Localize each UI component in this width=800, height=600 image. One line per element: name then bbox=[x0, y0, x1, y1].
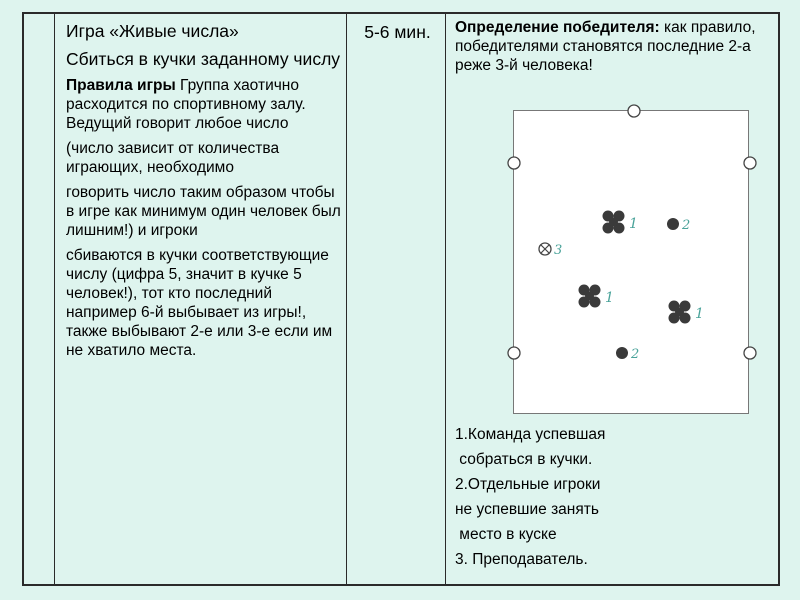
single-bottom-mark: 2 bbox=[631, 347, 640, 362]
winner-list-item: собраться в кучки. bbox=[455, 451, 593, 468]
rules-paragraph-1: Правила игры Группа хаотично расходится по спортивному залу. Ведущий говорит любое число bbox=[66, 77, 306, 132]
gym-diagram bbox=[513, 110, 749, 414]
player-group-left bbox=[579, 285, 601, 308]
winner-list bbox=[455, 422, 605, 572]
winner-cell bbox=[447, 14, 780, 584]
winner-description: Определение победителя: как правило, победителями становятся последние 2-а реже 3-й человека! bbox=[455, 19, 756, 74]
rules-label: Правила игры bbox=[66, 77, 176, 94]
single-player-bottom bbox=[616, 347, 628, 359]
duration-cell bbox=[348, 14, 447, 584]
single-top-mark: 2 bbox=[682, 218, 691, 233]
single-player-top bbox=[667, 218, 679, 230]
marker-circle bbox=[508, 347, 520, 359]
winner-list-item: 2.Отдельные игроки bbox=[455, 476, 601, 493]
crossed-mark: 3 bbox=[554, 243, 563, 258]
group-top-mark: 1 bbox=[629, 216, 638, 232]
game-description-cell bbox=[56, 14, 348, 584]
gym-diagram-svg bbox=[500, 97, 764, 429]
marker-circle bbox=[744, 157, 756, 169]
winner-label: Определение победителя: bbox=[455, 19, 660, 36]
game-subtitle: Сбиться в кучки заданному числу bbox=[66, 49, 341, 69]
lesson-table bbox=[22, 12, 780, 586]
player-group-top bbox=[603, 211, 625, 234]
rules-paragraph-3: говорить число таким образом чтобы в игре как минимум один человек был лишним!) и игроки bbox=[66, 184, 341, 239]
duration-text: 5-6 мин. bbox=[364, 22, 431, 42]
column-divider bbox=[54, 14, 55, 584]
winner-list-item: не успевшие занять bbox=[455, 501, 599, 518]
marker-circle bbox=[628, 105, 640, 117]
winner-list-item: 3. Преподаватель. bbox=[455, 551, 588, 568]
rules-paragraph-2: (число зависит от количества играющих, необходимо bbox=[66, 140, 280, 176]
winner-list-item: 1.Команда успевшая bbox=[455, 426, 606, 443]
player-group-right bbox=[669, 301, 691, 324]
marker-circle bbox=[508, 157, 520, 169]
marker-circle bbox=[744, 347, 756, 359]
winner-list-item: место в куске bbox=[455, 526, 557, 543]
eliminated-player bbox=[539, 243, 551, 255]
game-title: Игра «Живые числа» bbox=[66, 21, 239, 41]
group-left-mark: 1 bbox=[605, 290, 614, 306]
rules-paragraph-4: сбиваются в кучки соответствующие числу (цифра 5, значит в кучке 5 человек!), тот кто последний например 6-й выбывает из игры!, также выбывают 2-е или 3-е если им не хватило места. bbox=[66, 247, 333, 359]
group-right-mark: 1 bbox=[695, 306, 704, 322]
